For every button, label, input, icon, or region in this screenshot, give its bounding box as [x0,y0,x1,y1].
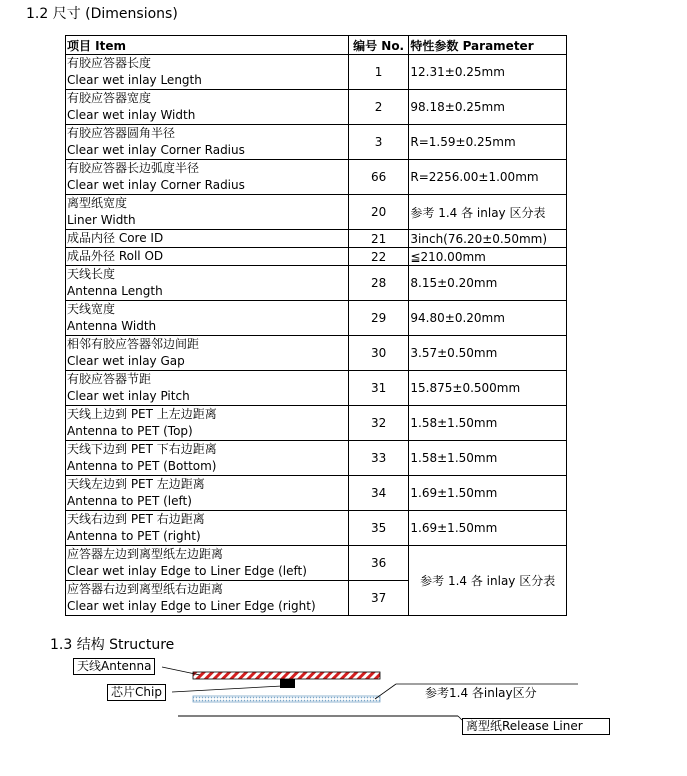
item-label-cn: 有胶应答器宽度 [67,91,152,105]
antenna-layer [193,672,380,679]
item-parameter: 15.875±0.500mm [409,371,567,406]
release-liner-label: 离型纸Release Liner [462,718,610,735]
ref-label: 参考1.4 各inlay区分 [425,686,537,700]
item-parameter: 3inch(76.20±0.50mm) [409,230,567,248]
item-number: 3 [348,125,409,160]
item-parameter: 1.58±1.50mm [409,441,567,476]
item-number: 30 [348,336,409,371]
item-number: 31 [348,371,409,406]
item-label-en: Antenna Width [67,319,157,333]
header-parameter: 特性参数 Parameter [409,36,567,55]
header-item: 项目 Item [66,36,349,55]
item-parameter: 98.18±0.25mm [409,90,567,125]
item-label-en: Clear wet inlay Gap [67,354,185,368]
item-number: 35 [348,511,409,546]
item-number: 21 [348,230,409,248]
item-label-en: Clear wet inlay Width [67,108,196,122]
item-label-en: Clear wet inlay Corner Radius [67,178,245,192]
item-parameter: 12.31±0.25mm [409,55,567,90]
item-label-cn: 天线宽度 [67,302,116,316]
item-label-cn: 有胶应答器圆角半径 [67,126,176,140]
item-parameter: ≦210.00mm [409,248,567,266]
item-parameter: R=2256.00±1.00mm [409,160,567,195]
item-label: 成品外径 Roll OD [67,249,164,263]
item-number: 2 [348,90,409,125]
chip-label: 芯片Chip [107,684,166,701]
section-title-dimensions: 1.2 尺寸 (Dimensions) [26,6,178,22]
item-number: 1 [348,55,409,90]
item-label-en: Clear wet inlay Length [67,73,202,87]
item-label-cn: 天线左边到 PET 左边距离 [67,477,205,491]
item-number: 20 [348,195,409,230]
item-label-en: Clear wet inlay Corner Radius [67,143,245,157]
antenna-label: 天线Antenna [73,658,155,675]
item-label-en: Antenna to PET (Top) [67,424,193,438]
item-parameter: 1.58±1.50mm [409,406,567,441]
leader-chip [172,686,282,692]
item-label-cn: 有胶应答器长度 [67,56,152,70]
item-label-en: Antenna Length [67,284,163,298]
leader-antenna [162,667,200,675]
chip-block [280,679,295,688]
item-number: 36 [348,546,409,581]
item-label-cn: 有胶应答器节距 [67,372,152,386]
item-label-cn: 应答器左边到离型纸左边距离 [67,547,224,561]
item-parameter: 1.69±1.50mm [409,511,567,546]
leader-pet [375,684,396,699]
item-label-en: Clear wet inlay Pitch [67,389,190,403]
item-parameter: 参考 1.4 各 inlay 区分表 [409,195,567,230]
item-label-cn: 应答器右边到离型纸右边距离 [67,582,224,596]
item-label-cn: 天线下边到 PET 下右边距离 [67,442,217,456]
item-number: 29 [348,301,409,336]
item-parameter: 94.80±0.20mm [409,301,567,336]
pet-layer [193,696,380,702]
item-number: 66 [348,160,409,195]
item-parameter: 1.69±1.50mm [409,476,567,511]
item-label-cn: 天线上边到 PET 上左边距离 [67,407,217,421]
item-number: 22 [348,248,409,266]
item-number: 33 [348,441,409,476]
item-label-cn: 天线长度 [67,267,116,281]
merged-parameter: 参考 1.4 各 inlay 区分表 [409,546,567,616]
header-no: 编号 No. [348,36,409,55]
item-number: 32 [348,406,409,441]
item-number: 28 [348,266,409,301]
section-title-structure: 1.3 结构 Structure [50,637,175,653]
item-number: 34 [348,476,409,511]
item-parameter: 3.57±0.50mm [409,336,567,371]
item-label-en: Antenna to PET (Bottom) [67,459,217,473]
item-label-en: Clear wet inlay Edge to Liner Edge (right) [67,599,316,613]
item-number: 37 [348,581,409,616]
item-parameter: R=1.59±0.25mm [409,125,567,160]
item-label-cn: 有胶应答器长边弧度半径 [67,161,200,175]
item-label-en: Clear wet inlay Edge to Liner Edge (left) [67,564,307,578]
item-label-en: Antenna to PET (right) [67,529,201,543]
item-label-cn: 相邻有胶应答器邻边间距 [67,337,200,351]
item-label-cn: 离型纸宽度 [67,196,128,210]
item-label: 成品内径 Core ID [67,231,164,245]
item-parameter: 8.15±0.20mm [409,266,567,301]
item-label-en: Liner Width [67,213,136,227]
item-label-en: Antenna to PET (left) [67,494,192,508]
item-label-cn: 天线右边到 PET 右边距离 [67,512,205,526]
